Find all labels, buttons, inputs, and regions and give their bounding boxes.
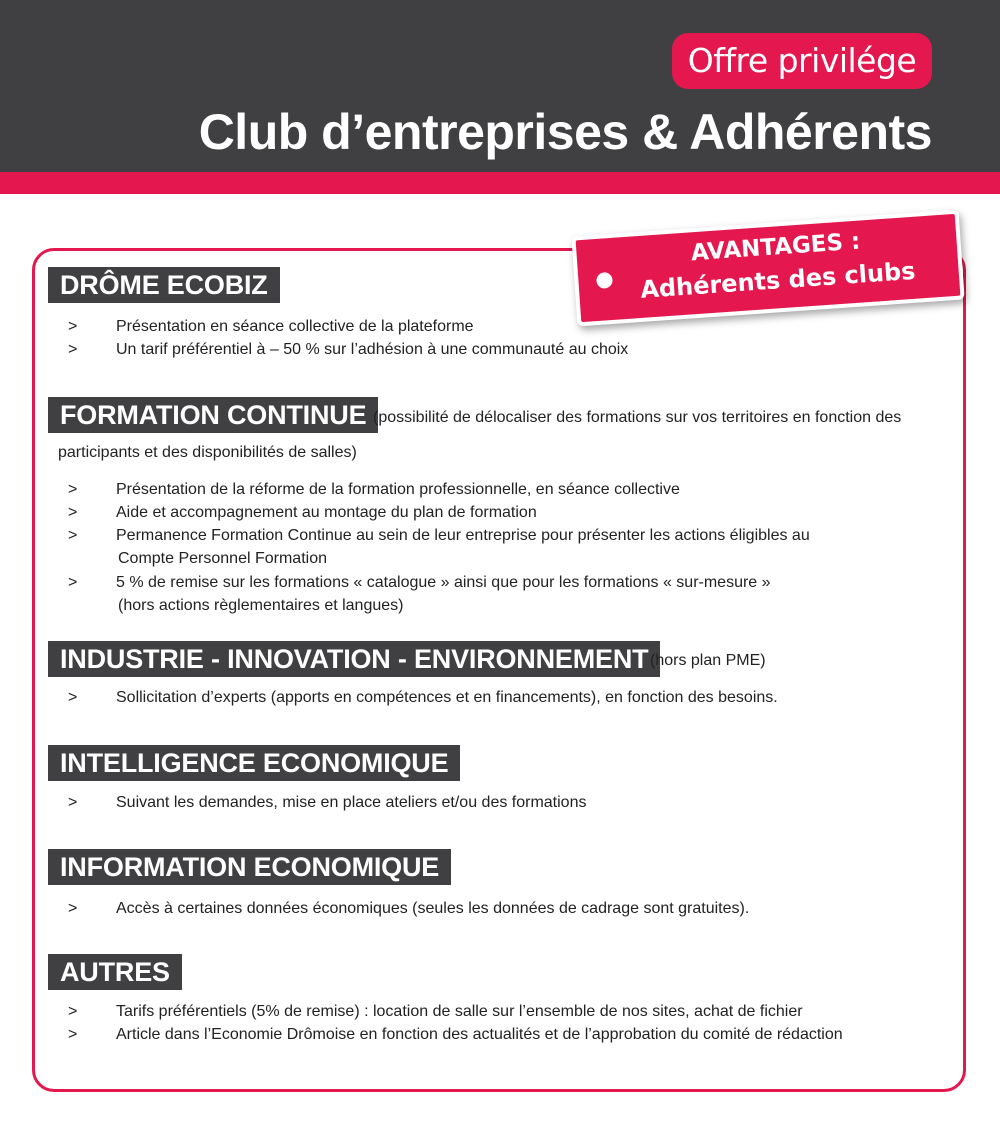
list-item-text: Suivant les demandes, mise en place ateliers et/ou des formations [116,794,587,811]
list-item-text: Sollicitation d’experts (apports en compétences et en financements), en fonction des besoins. [116,689,778,706]
chevron-right-icon: > [68,794,78,811]
chevron-right-icon: > [68,504,78,521]
tag-subtitle: Adhérents des clubs [639,256,917,304]
page-title: Club d’entreprises & Adhérents [198,104,932,160]
list-item-line-continued: Compte Personnel Formation [118,550,327,567]
list-item-text [116,524,810,570]
section-title-intelligence-economique: INTELLIGENCE ECONOMIQUE [48,745,460,781]
list-item-line: Permanence Formation Continue au sein de leur entreprise pour présenter les actions éligibles au [116,527,810,544]
list-item-text [116,571,771,617]
chevron-right-icon: > [68,900,78,917]
list-item-text: Tarifs préférentiels (5% de remise) : location de salle sur l’ensemble de nos sites, achat de fichier [116,1003,803,1020]
list-item-text: Un tarif préférentiel à – 50 % sur l’adhésion à une communauté au choix [116,341,629,358]
chevron-right-icon: > [68,574,78,591]
section-title-autres: AUTRES [48,954,182,990]
chevron-right-icon: > [68,318,78,335]
chevron-right-icon: > [68,341,78,358]
list-item-line: 5 % de remise sur les formations « catalogue » ainsi que pour les formations « sur-mesure » [116,574,771,591]
chevron-right-icon: > [68,527,78,544]
list-item-text: Article dans l’Economie Drômoise en fonction des actualités et de l’approbation du comité de rédaction [116,1026,843,1043]
tag-title: AVANTAGES : [690,228,862,267]
header-accent-stripe [0,172,1000,194]
section-title-formation-continue: FORMATION CONTINUE [48,397,378,433]
section-note-continued: participants et des disponibilités de salles) [58,444,357,461]
chevron-right-icon: > [68,481,78,498]
offer-badge: Offre privilége [672,33,932,89]
list-item-line-continued: (hors actions règlementaires et langues) [118,597,404,614]
chevron-right-icon: > [68,1026,78,1043]
section-note: (possibilité de délocaliser des formations sur vos territoires en fonction des [373,409,902,426]
section-title-industrie: INDUSTRIE - INNOVATION - ENVIRONNEMENT [48,641,660,677]
chevron-right-icon: > [68,1003,78,1020]
section-note: (hors plan PME) [650,652,766,669]
list-item-text: Présentation en séance collective de la plateforme [116,318,474,335]
list-item-text: Accès à certaines données économiques (seules les données de cadrage sont gratuites). [116,900,750,917]
section-title-information-economique: INFORMATION ECONOMIQUE [48,849,451,885]
list-item-text: Aide et accompagnement au montage du plan de formation [116,504,537,521]
list-item-text: Présentation de la réforme de la formation professionnelle, en séance collective [116,481,680,498]
section-title-drome-ecobiz: DRÔME ECOBIZ [48,267,280,303]
chevron-right-icon: > [68,689,78,706]
